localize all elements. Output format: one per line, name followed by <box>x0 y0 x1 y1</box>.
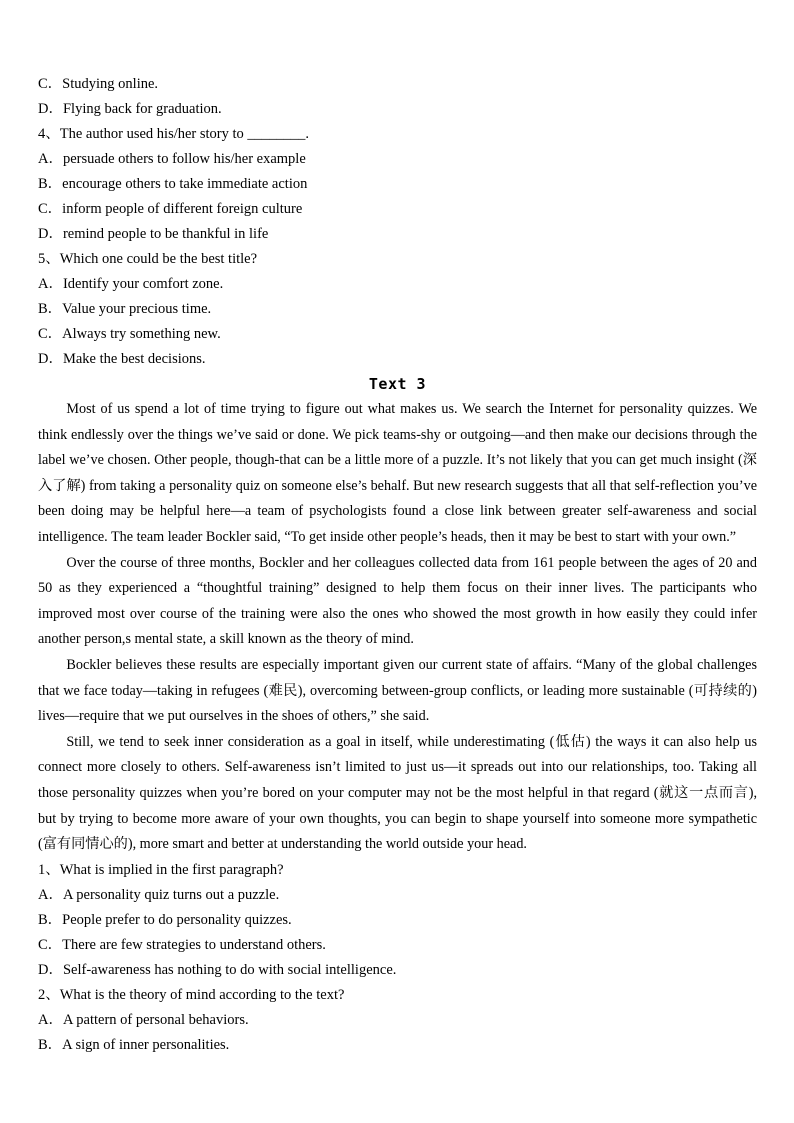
question2-prompt: 2、What is the theory of mind according to the text? <box>38 986 345 1003</box>
question1-option-a: A．A personality quiz turns out a puzzle. <box>38 886 280 903</box>
question2-option-a: A．A pattern of personal behaviors. <box>38 1011 249 1028</box>
question4-option-c: C．inform people of different foreign culture <box>38 201 303 217</box>
passage-paragraph-4: Still, we tend to seek inner consideration as a goal in itself, while underestimating (低估) the ways it can also help us connect more closely to others. Self-awareness isn’t limited to just us—it spreads out into our relationships, too. Taking all those personality quizzes when you’re bored on your computer may not be the most helpful in that regard (就这一点而言), but by trying to become more aware of your own thoughts, you can begin to shape yourself into someone more sympathetic (富有同情心的), more smart and better at understanding the world outside your head. <box>38 733 757 853</box>
question4-option-a: A．persuade others to follow his/her example <box>38 151 306 167</box>
question2-option-b: B．A sign of inner personalities. <box>38 1036 230 1053</box>
question1-prompt: 1、What is implied in the first paragraph? <box>38 861 284 878</box>
passage-paragraph-1: Most of us spend a lot of time trying to figure out what makes us. We search the Internet for personality quizzes. We think endlessly over the things we’ve said or done. We pick teams-shy or outgoing—and then make our decisions through the label we’ve chosen. Other people, though-that can be a little more of a puzzle. It’s not likely that you can get much insight (深入了解) from taking a personality quiz on someone else’s behalf. But new research suggests that all that self-reflection you’ve been doing may be helpful here—a team of psychologists found a close link between greater self-awareness and social intelligence. The team leader Bockler said, “To get inside other people’s heads, then it may be best to start with your own.” <box>38 401 757 545</box>
passage-paragraph-3: Bockler believes these results are especially important given our current state of affairs. “Many of the global challenges that we face today—taking in refugees (难民), overcoming between-group conflicts, or leading more sustainable (可持续的) lives—require that we put ourselves in the shoes of others,” she said. <box>38 656 757 725</box>
question5-option-d: D．Make the best decisions. <box>38 351 206 367</box>
carryover-option-c: C．Studying online. <box>38 76 159 92</box>
question1-option-c: C．There are few strategies to understand others. <box>38 936 326 953</box>
question5-prompt: 5、Which one could be the best title? <box>38 251 258 267</box>
question4-option-b: B．encourage others to take immediate action <box>38 176 308 192</box>
question4-option-d: D．remind people to be thankful in life <box>38 226 269 242</box>
question4-prompt: 4、The author used his/her story to ________. <box>38 126 310 142</box>
question5-option-c: C．Always try something new. <box>38 326 221 342</box>
question1-option-d: D．Self-awareness has nothing to do with social intelligence. <box>38 961 397 978</box>
question1-option-b: B．People prefer to do personality quizzes. <box>38 911 292 928</box>
question5-option-b: B．Value your precious time. <box>38 301 212 317</box>
section-heading: Text 3 <box>368 375 427 393</box>
passage-paragraph-2: Over the course of three months, Bockler and her colleagues collected data from 161 people between the ages of 20 and 50 as they experienced a “thoughtful training” designed to help them focus on their inner lives. The participants who improved most over course of the training were also the ones who showed the most growth in how easily they could infer another person,s mental state, a skill known as the theory of mind. <box>38 554 757 648</box>
question5-option-a: A．Identify your comfort zone. <box>38 276 224 292</box>
carryover-option-d: D．Flying back for graduation. <box>38 101 222 117</box>
